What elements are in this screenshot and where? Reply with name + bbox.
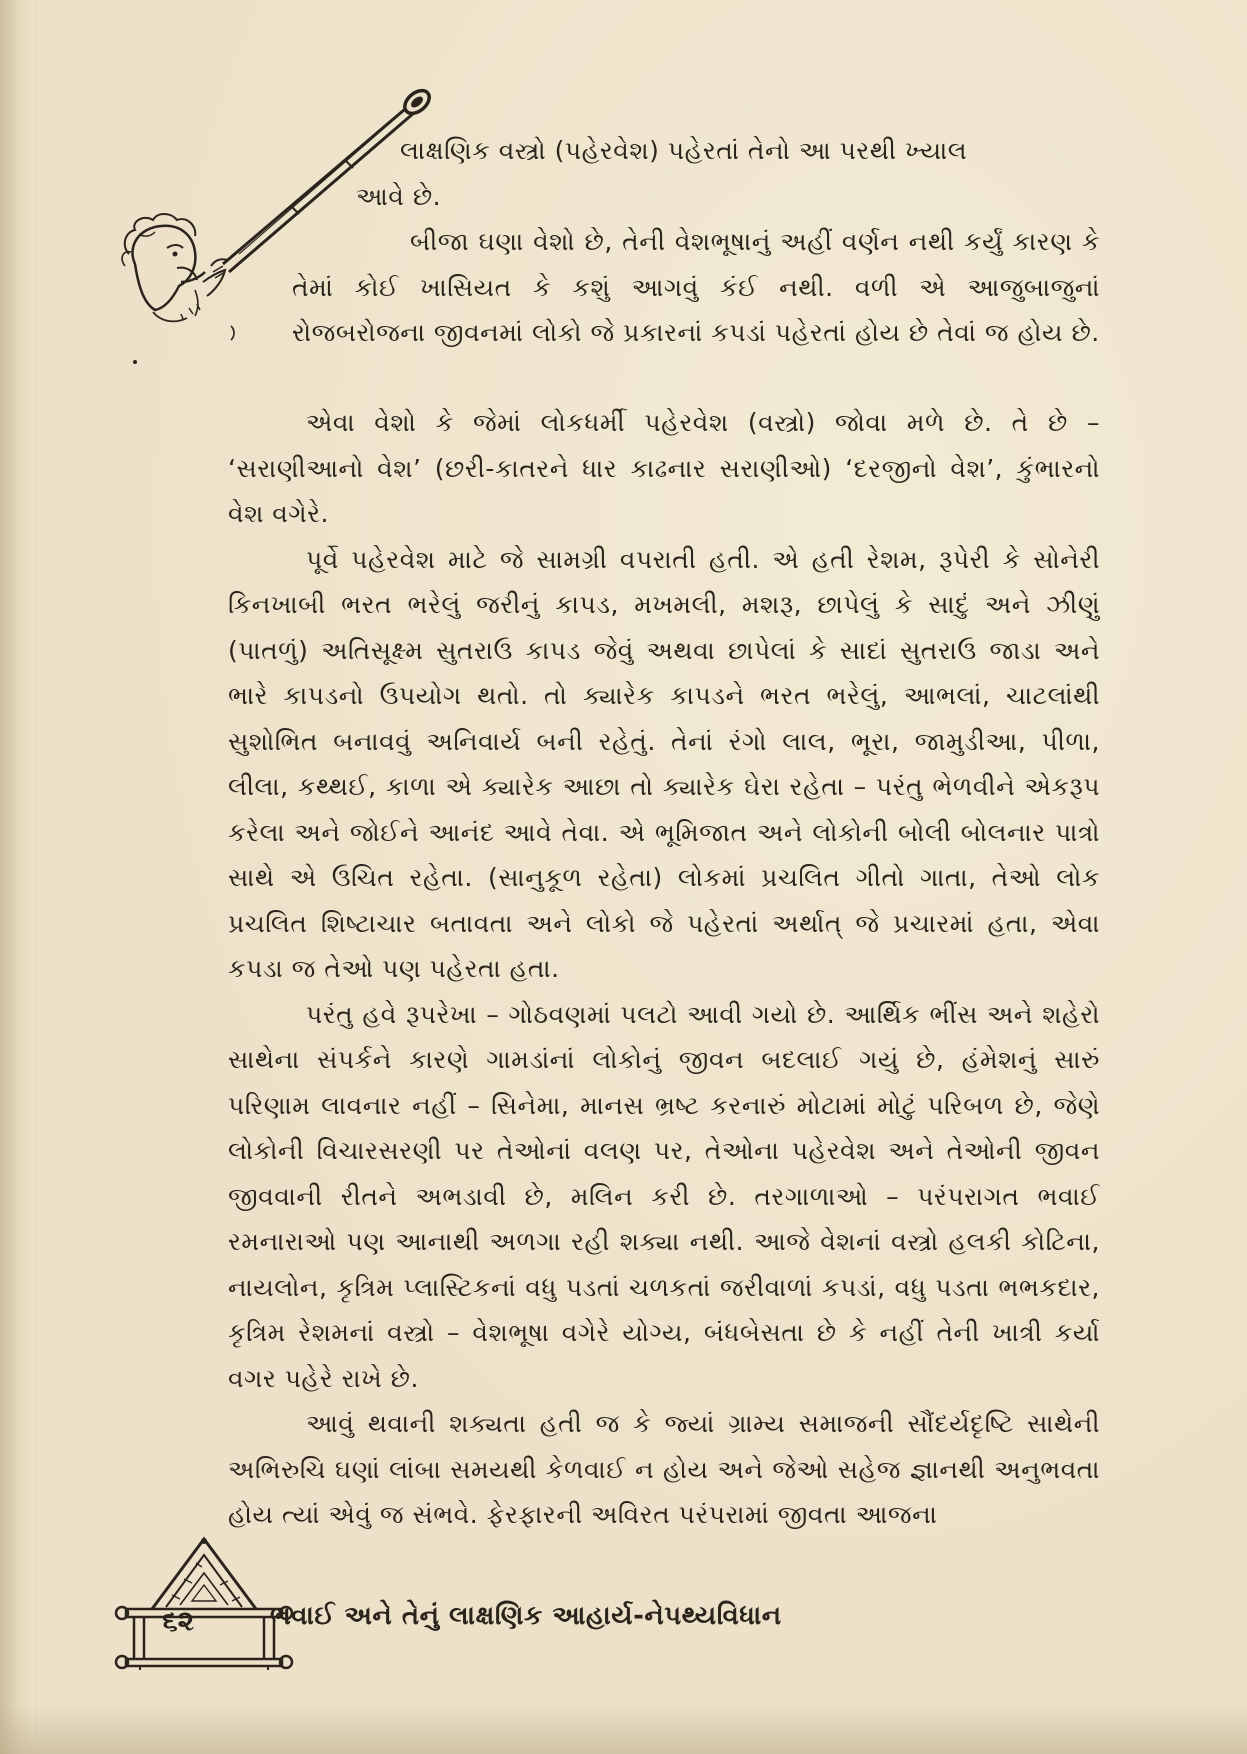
page-number: ૬૨ xyxy=(161,1604,195,1637)
paragraph-5: આવું થવાની શક્યતા હતી જ કે જ્યાં ગ્રામ્ય સમાજની સૌંદર્યદૃષ્ટિ સાથેની અભિરુચિ ઘણાં લાંબા સમયથી કેળવાઈ ન હોય અને જેઓ સહેજ જ્ઞાનથી અનુભવતા હોય ત્યાં એવું જ સંભવે. ફેરફારની અવિરત પરંપરામાં જીવતા આજના xyxy=(228,1409,1100,1529)
paragraph-2: એવા વેશો કે જેમાં લોકધર્મી પહેરવેશ (વસ્ત્રો) જોવા મળે છે. તે છે – ‘સરાણીઆનો વેશ’ (છરી-કાતરને ધાર કાઢનાર સરાણીઓ) ‘દરજીનો વેશ’, કુંભારનો વેશ વગેરે. xyxy=(228,408,1100,528)
intro-line-1: લાક્ષણિક વસ્ત્રો (પહેરવેશ) પહેરતાં તેનો આ પરથી ખ્યાલ xyxy=(400,136,968,165)
page-gutter-shadow xyxy=(0,0,34,1754)
paragraph-1-block xyxy=(292,219,1100,356)
paragraph-3: પૂર્વે પહેરવેશ માટે જે સામગ્રી વપરાતી હતી. એ હતી રેશમ, રૂપેરી કે સોનેરી કિનખાબી ભરત ભરેલું જરીનું કાપડ, મખમલી, મશરૂ, છાપેલું કે સાદું અને ઝીણું (પાતળું) અતિસૂક્ષ્મ સુતરાઉ કાપડ જેવું અથવા છાપેલાં કે સાદાં સુતરાઉ જાડા અને ભારે કાપડનો ઉપયોગ થતો. તો ક્યારેક કાપડને ભરત ભરેલું, આભલાં, ચાટલાંથી સુશોભિત બનાવવું અનિવાર્ય બની રહેતું. તેનાં રંગો લાલ, ભૂરા, જામુડીઆ, પીળા, લીલા, કથ્થઈ, કાળા એ ક્યારેક આછા તો ક્યારેક ઘેરા રહેતા – પરંતુ ભેળવીને એકરૂપ કરેલા અને જોઈને આનંદ આવે તેવા. એ ભૂમિજાત અને લોકોની બોલી બોલનાર પાત્રો સાથે એ ઉચિત રહેતા. (સાનુકૂળ રહેતા) લોકમાં પ્રચલિત ગીતો ગાતા, તેઓ લોક પ્રચલિત શિષ્ટાચાર બતાવતા અને લોકો જે પહેરતાં અર્થાત્ જે પ્રચારમાં હતા, એવા કપડા જ તેઓ પણ પહેરતા હતા. xyxy=(228,544,1100,983)
running-footer-title: ભવાઈ અને તેનું લાક્ષણિક આહાર્ય-નેપથ્યવિધાન xyxy=(270,1601,782,1631)
body-text xyxy=(228,400,1100,1538)
page-bottom-shadow xyxy=(0,1704,1247,1754)
paragraph-4: પરંતુ હવે રૂપરેખા – ગોઠવણમાં પલટો આવી ગયો છે. આર્થિક ભીંસ અને શહેરો સાથેના સંપર્કને કારણે ગામડાંનાં લોકોનું જીવન બદલાઈ ગયું છે, હંમેશનું સારું પરિણામ લાવનાર નહીં – સિનેમા, માનસ ભ્રષ્ટ કરનારું મોટામાં મોટું પરિબળ છે, જેણે લોકોની વિચારસરણી પર તેઓનાં વલણ પર, તેઓના પહેરવેશ અને તેઓની જીવન જીવવાની રીતને અભડાવી છે, મલિન કરી છે. તરગાળાઓ – પરંપરાગત ભવાઈ રમનારાઓ પણ આનાથી અળગા રહી શક્યા નથી. આજે વેશનાં વસ્ત્રો હલકી કોટિના, નાયલોન, કૃત્રિમ પ્લાસ્ટિકનાં વધુ પડતાં ચળકતાં જરીવાળાં કપડાં, વધુ પડતા ભભકદાર, કૃત્રિમ રેશમનાં વસ્ત્રો – વેશભૂષા વગેરે યોગ્ય, બંધબેસતા છે કે નહીં તેની ખાત્રી કર્યા વગર પહેરે રાખે છે. xyxy=(228,999,1100,1393)
intro-text xyxy=(356,128,1100,219)
intro-line-2: આવે છે. xyxy=(356,181,442,211)
paragraph-1: બીજા ઘણા વેશો છે, તેની વેશભૂષાનું અહીં વર્ણન નથી કર્યું કારણ કે તેમાં કોઈ ખાસિયત કે કશું આગવું કંઈ નથી. વળી એ આજુબાજુનાં રોજબરોજના જીવનમાં લોકો જે પ્રકારનાં કપડાં પહેરતાં હોય છે તેવાં જ હોય છે. xyxy=(292,227,1100,347)
